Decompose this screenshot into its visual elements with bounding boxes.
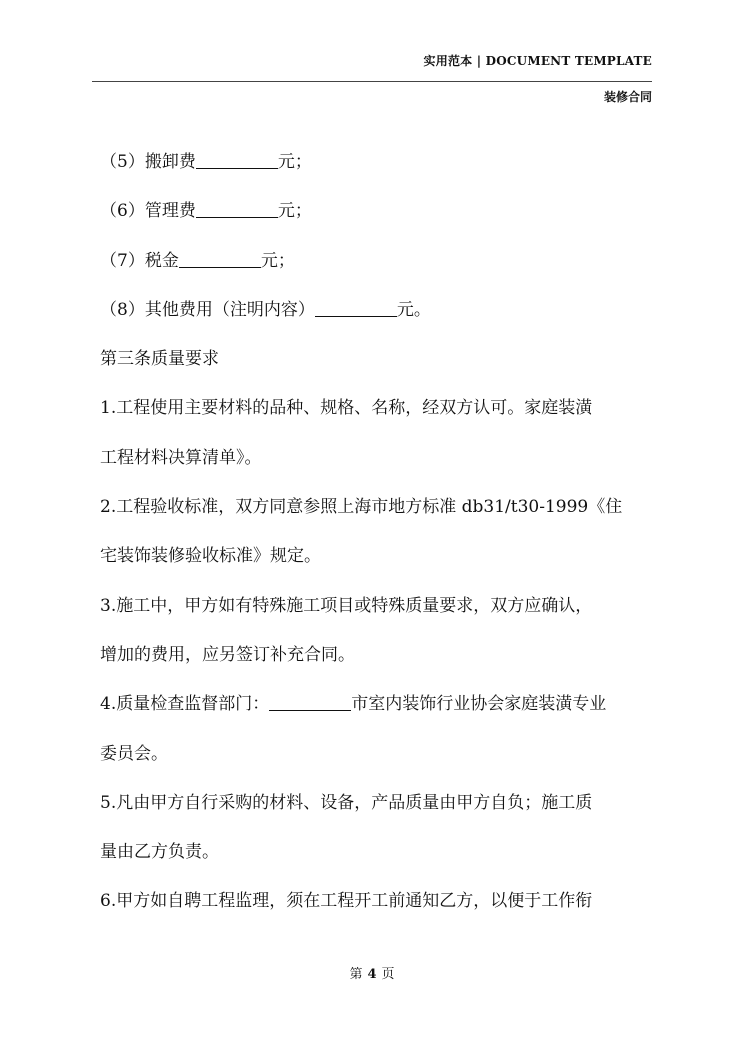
clause-5-line-2: 量由乙方负责。 [100, 842, 219, 863]
page-prefix: 第 [349, 967, 363, 982]
fee-item-unit: 元。 [396, 299, 431, 320]
fee-item-unit: 元； [277, 201, 312, 222]
clause-1-line-2: 工程材料决算清单》。 [100, 447, 262, 468]
fee-item-8 [100, 286, 654, 335]
fill-in-blank [196, 199, 278, 218]
clause-5-line-1: 5.凡由甲方自行采购的材料、设备，产品质量由甲方自负；施工质 [100, 792, 593, 813]
clause-3-line-2: 增加的费用，应另签订补充合同。 [100, 644, 355, 665]
header-divider [92, 81, 652, 82]
fee-item-label: （7）税金 [100, 250, 179, 271]
clause-6-line-1: 6.甲方如自聘工程监理，须在工程开工前通知乙方，以便于工作衔 [100, 891, 593, 912]
fee-item-unit: 元； [260, 250, 295, 271]
clause-2-line-2: 宅装饰装修验收标准》规定。 [100, 546, 321, 567]
header-subtitle: 装修合同 [603, 90, 652, 104]
clause-3-line-1: 3.施工中，甲方如有特殊施工项目或特殊质量要求，双方应确认， [100, 595, 593, 616]
section-title: 第三条质量要求 [100, 349, 219, 370]
clause-1-line-1: 1.工程使用主要材料的品种、规格、名称，经双方认可。家庭装潢 [100, 398, 593, 419]
fee-item-label: （8）其他费用（注明内容） [100, 299, 315, 320]
clause-4-label: 4.质量检查监督部门： [100, 694, 270, 715]
fee-item-unit: 元； [277, 152, 312, 172]
fill-in-blank [315, 298, 397, 317]
page-number: 4 [367, 967, 377, 982]
fee-item-6 [100, 187, 654, 236]
clause-4-line-2: 委员会。 [100, 743, 168, 764]
clause-2-line-1: 2.工程验收标准，双方同意参照上海市地方标准 db31/t30-1999《住 [100, 497, 623, 518]
fee-item-label: （5）搬卸费 [100, 152, 196, 172]
fee-item-5 [100, 138, 654, 187]
fee-item-7 [100, 237, 654, 286]
page-footer [0, 963, 744, 982]
clause-4-text: 市室内装饰行业协会家庭装潢专业 [351, 694, 607, 715]
fill-in-blank [269, 692, 351, 711]
fill-in-blank [196, 150, 278, 169]
fill-in-blank [179, 249, 261, 268]
clause-4-line-1 [100, 680, 654, 729]
page-suffix: 页 [381, 967, 395, 982]
fee-item-label: （6）管理费 [100, 201, 196, 222]
document-body [100, 138, 654, 927]
header-title: 实用范本 | DOCUMENT TEMPLATE [423, 54, 652, 68]
